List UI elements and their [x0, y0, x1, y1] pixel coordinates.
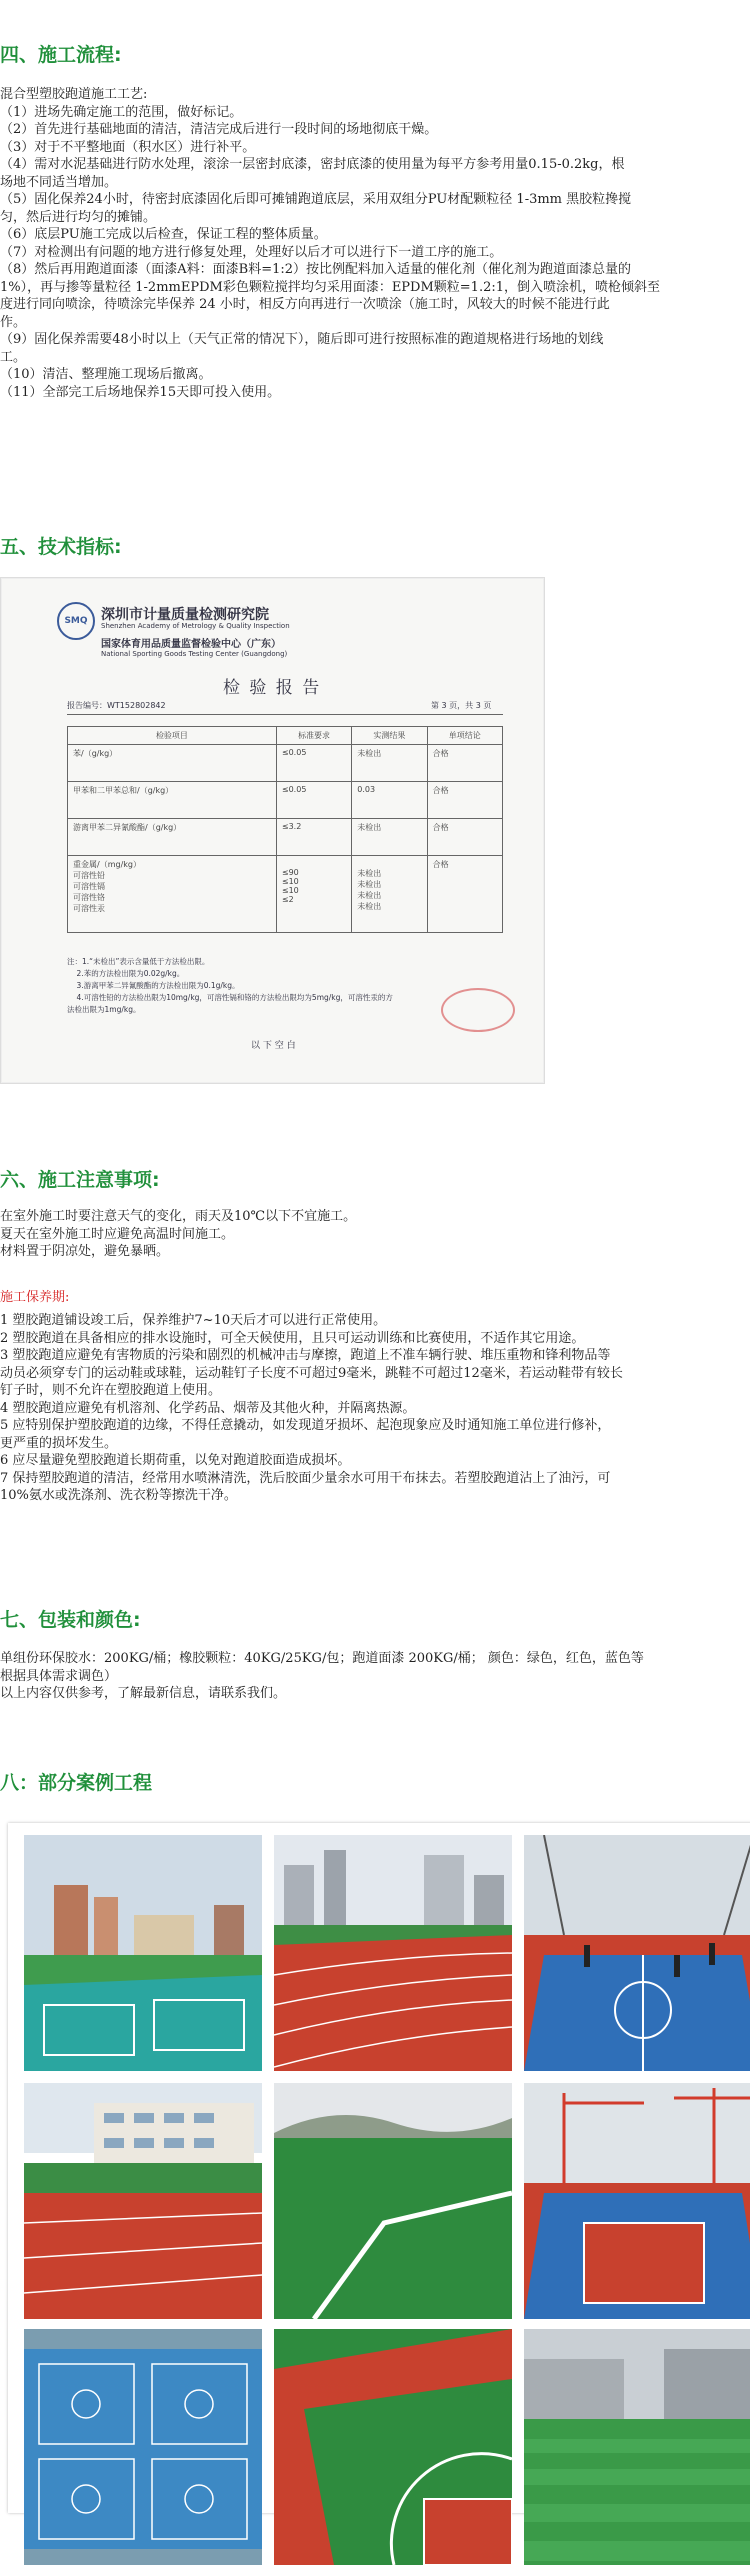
report-header-cell: 标准要求 [276, 727, 351, 745]
process-steps [0, 86, 750, 401]
report-cell: ≤0.05 [276, 745, 351, 782]
process-step-line: 1%），再与掺等量粒径 1-2mmEPDM彩色颗粒搅拌均匀采用面漆：EPDM颗粒=1.2:1，倒入喷涂机，喷枪倾斜至 [0, 279, 661, 295]
report-note-line: 法检出限为1mg/kg。 [67, 1005, 141, 1014]
maintenance-item-line: 钉子时，则不允许在塑胶跑道上使用。 [0, 1383, 222, 1398]
report-row [68, 782, 503, 819]
process-step-line: 场地不同适当增加。 [0, 174, 118, 190]
maintenance-item-line: 10%氨水或洗涤剂、洗衣粉等擦洗干净。 [0, 1488, 237, 1503]
maintenance-items [0, 1312, 750, 1505]
maintenance-item-line: 动员必须穿专门的运动鞋或球鞋，运动鞋钉子长度不可超过9毫米，跳鞋不可超过12毫米，若运动鞋带有较长 [0, 1365, 623, 1381]
report-center-en: National Sporting Goods Testing Center (Guangdong) [101, 650, 288, 658]
report-cell: 未检出 [352, 745, 427, 782]
process-step-line: （7）对检测出有问题的地方进行修复处理，处理好以后才可以进行下一道工序的施工。 [0, 244, 503, 260]
packaging-line: 根据具体需求调色） [0, 1668, 118, 1684]
report-row [68, 819, 503, 856]
section-heading: 六、施工注意事项: [0, 1169, 160, 1191]
note-line: 夏天在室外施工时应避免高温时间施工。 [0, 1226, 235, 1242]
section-case-projects [0, 1768, 750, 1795]
report-note-line: 4.可溶性铅的方法检出限为10mg/kg，可溶性镉和铬的方法检出限均为5mg/kg，可溶性汞的方 [67, 993, 393, 1002]
smq-logo-icon: SMQ [57, 602, 95, 640]
case-photo-2 [274, 1835, 512, 2071]
process-step-line: （3）对于不平整地面（积水区）进行补平。 [0, 139, 256, 155]
case-photo-1 [24, 1835, 262, 2071]
maintenance-item-line: 4 塑胶跑道应避免有机溶剂、化学药品、烟蒂及其他火种，并隔离热源。 [0, 1400, 416, 1416]
maintenance-item-line: 1 塑胶跑道铺设竣工后，保养维护7~10天后才可以进行正常使用。 [0, 1313, 387, 1328]
packaging-lines [0, 1650, 750, 1703]
report-center-cn: 国家体育用品质量监督检验中心（广东） [101, 639, 281, 650]
report-cell: 苯/（g/kg） [68, 745, 277, 782]
report-notes [67, 956, 393, 1016]
process-step-line: （1）进场先确定施工的范围，做好标记。 [0, 104, 243, 120]
section-heading: 七、包装和颜色: [0, 1609, 141, 1631]
section-technical-specs [0, 532, 750, 559]
packaging-line: 以上内容仅供参考，了解最新信息，请联系我们。 [0, 1686, 287, 1701]
process-step-line: （9）固化保养需要48小时以上（天气正常的情况下），随后即可进行按照标准的跑道规格进行场地的划线 [0, 332, 604, 347]
process-step-line: （8）然后再用跑道面漆（面漆A料：面漆B料=1:2）按比例配料加入适量的催化剂（催化剂为跑道面漆总量的 [0, 262, 632, 277]
report-table [67, 726, 503, 933]
report-cell: ≤90 ≤10 ≤10 ≤2 [276, 856, 351, 933]
report-footer: 以 下 空 白 [251, 1041, 296, 1051]
report-note-line: 3.游离甲苯二异氰酸酯的方法检出限为0.1g/kg。 [67, 981, 240, 990]
section-heading: 四、施工流程: [0, 44, 122, 66]
process-step-line: 作。 [0, 314, 27, 330]
process-step-line: （6）底层PU施工完成以后检查，保证工程的整体质量。 [0, 227, 327, 242]
maintenance-item-line: 7 保持塑胶跑道的清洁，经常用水喷淋清洗，洗后胶面少量余水可用干布抹去。若塑胶跑道沾上了油污，可 [0, 1470, 611, 1486]
process-step-line: （11）全部完工后场地保养15天即可投入使用。 [0, 384, 281, 400]
process-step-line: 混合型塑胶跑道施工工艺: [0, 87, 148, 102]
process-step-line: （2）首先进行基础地面的清洁，清洁完成后进行一段时间的场地彻底干燥。 [0, 122, 438, 137]
report-note-line: 注：1.“未检出”表示含量低于方法检出限。 [67, 957, 210, 966]
report-header-cell: 检验项目 [68, 727, 277, 745]
process-step-line: 工。 [0, 349, 27, 365]
maintenance-item-line: 更严重的损坏发生。 [0, 1435, 118, 1451]
report-cell: ≤0.05 [276, 782, 351, 819]
report-header-cell: 单项结论 [427, 727, 502, 745]
packaging-line: 单组份环保胶水：200KG/桶；橡胶颗粒：40KG/25KG/包；跑道面漆 200KG/桶； 颜色：绿色，红色，蓝色等 [0, 1651, 644, 1666]
report-org-cn: 深圳市计量质量检测研究院 [101, 607, 269, 623]
case-photo-6 [524, 2083, 750, 2319]
maintenance-subheading-row [0, 1289, 750, 1307]
report-cell: 合格 [427, 819, 502, 856]
maintenance-item-line: 2 塑胶跑道在具备相应的排水设施时，可全天候使用，且只可运动训练和比赛使用，不适作其它用途。 [0, 1330, 585, 1346]
process-step-line: （10）清洁、整理施工现场后撤离。 [0, 367, 212, 382]
notes-lines [0, 1208, 750, 1261]
report-cell: 0.03 [352, 782, 427, 819]
report-page: 第 3 页，共 3 页 [431, 701, 492, 710]
report-number: 报告编号：WT152802842 [67, 701, 166, 710]
report-cell: 游离甲苯二异氰酸酯/（g/kg） [68, 819, 277, 856]
report-cell: 合格 [427, 782, 502, 819]
process-step-line: 度进行同向喷涂，待喷涂完毕保养 24 小时，相反方向再进行一次喷涂（施工时，风较大的时候不能进行此 [0, 297, 610, 312]
case-photo-7 [24, 2329, 262, 2565]
case-photo-gallery [8, 1823, 750, 2513]
case-photo-3 [524, 1835, 750, 2071]
note-line: 材料置于阴凉处，避免暴晒。 [0, 1244, 170, 1259]
report-header-cell: 实测结果 [352, 727, 427, 745]
red-stamp-icon [441, 988, 515, 1032]
report-cell: 合格 [427, 856, 502, 933]
note-line: 在室外施工时要注意天气的变化，雨天及10℃以下不宜施工。 [0, 1209, 357, 1224]
case-photo-9 [524, 2329, 750, 2565]
report-cell: 未检出 [352, 819, 427, 856]
report-cell: 甲苯和二甲苯总和/（g/kg） [68, 782, 277, 819]
section-construction-process [0, 40, 750, 67]
report-cell: 未检出 未检出 未检出 未检出 [352, 856, 427, 933]
case-photo-4 [24, 2083, 262, 2319]
maintenance-item-line: 6 应尽量避免塑胶跑道长期荷重，以免对跑道胶面造成损坏。 [0, 1453, 351, 1468]
case-photo-5 [274, 2083, 512, 2319]
report-cell: 合格 [427, 745, 502, 782]
process-step-line: 匀，然后进行均匀的摊铺。 [0, 209, 157, 225]
maintenance-subheading: 施工保养期: [0, 1290, 70, 1305]
process-step-line: （5）固化保养24小时，待密封底漆固化后即可摊铺跑道底层，采用双组分PU材配颗粒径 1-3mm 黑胶粒搀搅 [0, 192, 632, 207]
report-title: 检 验 报 告 [223, 678, 322, 698]
case-photo-8 [274, 2329, 512, 2565]
report-row [68, 745, 503, 782]
section-packaging-colors [0, 1605, 750, 1632]
report-row [68, 856, 503, 933]
report-org-en: Shenzhen Academy of Metrology & Quality Inspection [101, 622, 290, 630]
inspection-report-image [0, 577, 545, 1084]
section-heading: 五、技术指标: [0, 536, 122, 558]
report-cell: 重金属/（mg/kg） 可溶性铅 可溶性镉 可溶性铬 可溶性汞 [68, 856, 277, 933]
maintenance-item-line: 5 应特别保护塑胶跑道的边缘，不得任意撬动，如发现道牙损坏、起泡现象应及时通知施工单位进行修补， [0, 1418, 611, 1433]
section-construction-notes [0, 1165, 750, 1192]
maintenance-item-line: 3 塑胶跑道应避免有害物质的污染和剧烈的机械冲击与摩擦，跑道上不准车辆行驶、堆压重物和锋利物品等 [0, 1348, 611, 1363]
process-step-line: （4）需对水泥基础进行防水处理，滚涂一层密封底漆，密封底漆的使用量为每平方参考用量0.15-0.2kg，根 [0, 157, 625, 172]
report-cell: ≤3.2 [276, 819, 351, 856]
section-heading: 八：部分案例工程 [0, 1772, 153, 1794]
report-note-line: 2.苯的方法检出限为0.02g/kg。 [67, 969, 185, 978]
